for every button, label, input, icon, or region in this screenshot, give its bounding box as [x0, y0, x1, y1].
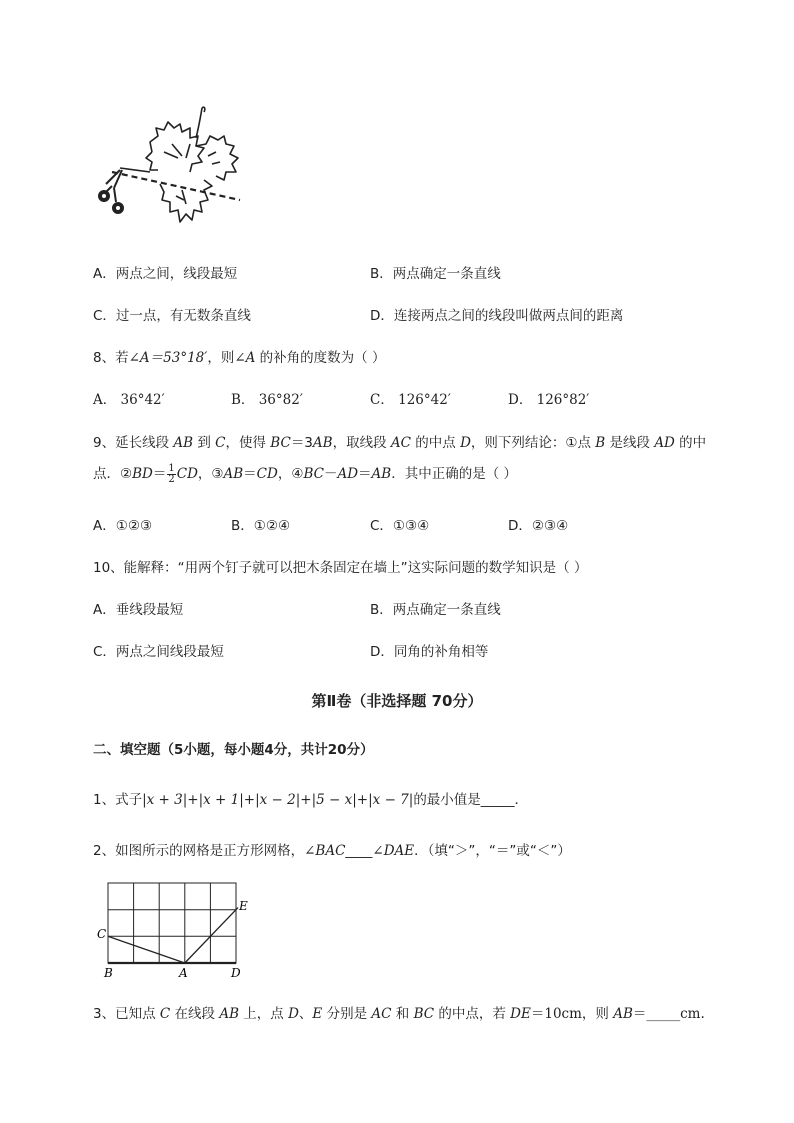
question-8	[93, 346, 385, 366]
label-b: B	[104, 966, 113, 980]
math: CD	[176, 466, 198, 482]
angle-dae: ∠DAE	[372, 843, 415, 859]
text: 3、已知点	[93, 1006, 160, 1022]
question-9-line-2	[93, 462, 517, 485]
math: AC	[390, 435, 411, 451]
text: 2、如图所示的网格是正方形网格，	[93, 843, 305, 859]
q8-prefix: 8、若	[93, 350, 129, 366]
text: 的最小值是_____．	[413, 792, 529, 808]
math: D	[460, 435, 471, 451]
text: 9、延长线段	[93, 435, 174, 451]
text: ＝_____cm.	[632, 1006, 705, 1022]
text: 1、式子	[93, 792, 143, 808]
math: AB	[223, 466, 244, 482]
text: 的中点	[410, 435, 461, 451]
question-10: 10、能解释：“用两个钉子就可以把木条固定在墙上”这实际问题的数学知识是（ ）	[93, 560, 588, 576]
math: AB	[613, 1006, 633, 1022]
math: AB	[219, 1006, 239, 1022]
q9-option-d: D．②③④	[508, 518, 569, 534]
text: 和	[391, 1006, 414, 1022]
label-d: D	[231, 966, 241, 980]
math: C	[159, 1006, 171, 1022]
q8-angle-expr: ∠A＝53°18′	[128, 350, 208, 366]
math: AB	[312, 435, 333, 451]
text: ＝3	[290, 435, 313, 451]
text: 点．②	[93, 466, 133, 482]
label-c: C	[97, 927, 107, 941]
math: AD	[654, 435, 675, 451]
math: AB	[173, 435, 194, 451]
fraction-numerator: 1	[168, 462, 175, 474]
text: 到	[193, 435, 216, 451]
square-grid-diagram	[95, 880, 265, 980]
math: E	[312, 1006, 323, 1022]
q8-middle: ，则	[207, 350, 235, 366]
label-e: E	[239, 899, 248, 913]
text: －	[323, 466, 338, 482]
text: ，使得	[225, 435, 271, 451]
text: ，④	[277, 466, 304, 482]
section-2-title: 第Ⅱ卷（非选择题 70分）	[311, 692, 483, 710]
fraction-one-half	[167, 464, 175, 485]
text: 的中点，若	[434, 1006, 511, 1022]
question-9-line-1	[93, 431, 706, 451]
text: ，③	[197, 466, 224, 482]
label-a: A	[179, 966, 188, 980]
q8-option-a: A． 36°42′	[93, 392, 165, 408]
q8-suffix: 的补角的度数为（ ）	[255, 350, 386, 366]
math: BC	[413, 1006, 435, 1022]
q9-option-c: C．①③④	[370, 518, 430, 534]
text: ＝	[358, 466, 372, 482]
math: D	[288, 1006, 299, 1022]
fill-in-header: 二、填空题（5小题，每小题4分，共计20分）	[93, 742, 374, 758]
text: 、	[298, 1006, 313, 1022]
q8-option-b: B． 36°82′	[231, 392, 303, 408]
q9-option-b: B．①②④	[231, 518, 291, 534]
text: 上，点	[239, 1006, 289, 1022]
text: ．其中正确的是（ ）	[391, 466, 517, 482]
answer-blank: ____	[345, 843, 373, 859]
q10-option-b: B．两点确定一条直线	[370, 602, 501, 618]
text: ，则下列结论：①点	[470, 435, 596, 451]
q7-option-d: D．连接两点之间的线段叫做两点间的距离	[370, 308, 624, 324]
math: AD	[337, 466, 359, 482]
math: BD	[132, 466, 153, 482]
text: 在线段	[170, 1006, 220, 1022]
q9-option-a: A．①②③	[93, 518, 153, 534]
fill-question-3	[93, 1002, 705, 1022]
fill-question-2	[93, 839, 571, 859]
text: 是线段	[605, 435, 655, 451]
text: ＝	[152, 466, 167, 482]
q8-angle-a: ∠A	[234, 350, 256, 366]
leaf-scissors-illustration	[92, 100, 252, 235]
math: AB	[371, 466, 392, 482]
math: BC	[303, 466, 324, 482]
text: 分别是	[322, 1006, 372, 1022]
text: 的中	[674, 435, 707, 451]
q10-option-a: A．垂线段最短	[93, 602, 184, 618]
q10-option-c: C．两点之间线段最短	[93, 644, 224, 660]
q10-option-d: D．同角的补角相等	[370, 644, 489, 660]
fill-question-1	[93, 788, 528, 808]
q7-option-b: B．两点确定一条直线	[370, 266, 501, 282]
q8-option-d: D． 126°82′	[508, 392, 590, 408]
math: DE	[510, 1006, 531, 1022]
text: ．（填“＞”，“＝”或“＜”）	[414, 843, 571, 859]
math: BC	[270, 435, 291, 451]
fraction-denominator: 2	[168, 473, 175, 485]
absolute-value-expression: |x + 3|+|x + 1|+|x − 2|+|5 − x|+|x − 7|	[142, 792, 414, 808]
text: ＝10cm，则	[530, 1006, 614, 1022]
q8-option-c: C． 126°42′	[370, 392, 451, 408]
q7-option-a: A．两点之间，线段最短	[93, 266, 238, 282]
text: ＝	[243, 466, 257, 482]
q7-option-c: C．过一点，有无数条直线	[93, 308, 251, 324]
math: CD	[256, 466, 278, 482]
text: ，取线段	[332, 435, 391, 451]
angle-bac: ∠BAC	[304, 843, 346, 859]
math: C	[215, 435, 226, 451]
math: B	[595, 435, 606, 451]
math: AC	[371, 1006, 392, 1022]
